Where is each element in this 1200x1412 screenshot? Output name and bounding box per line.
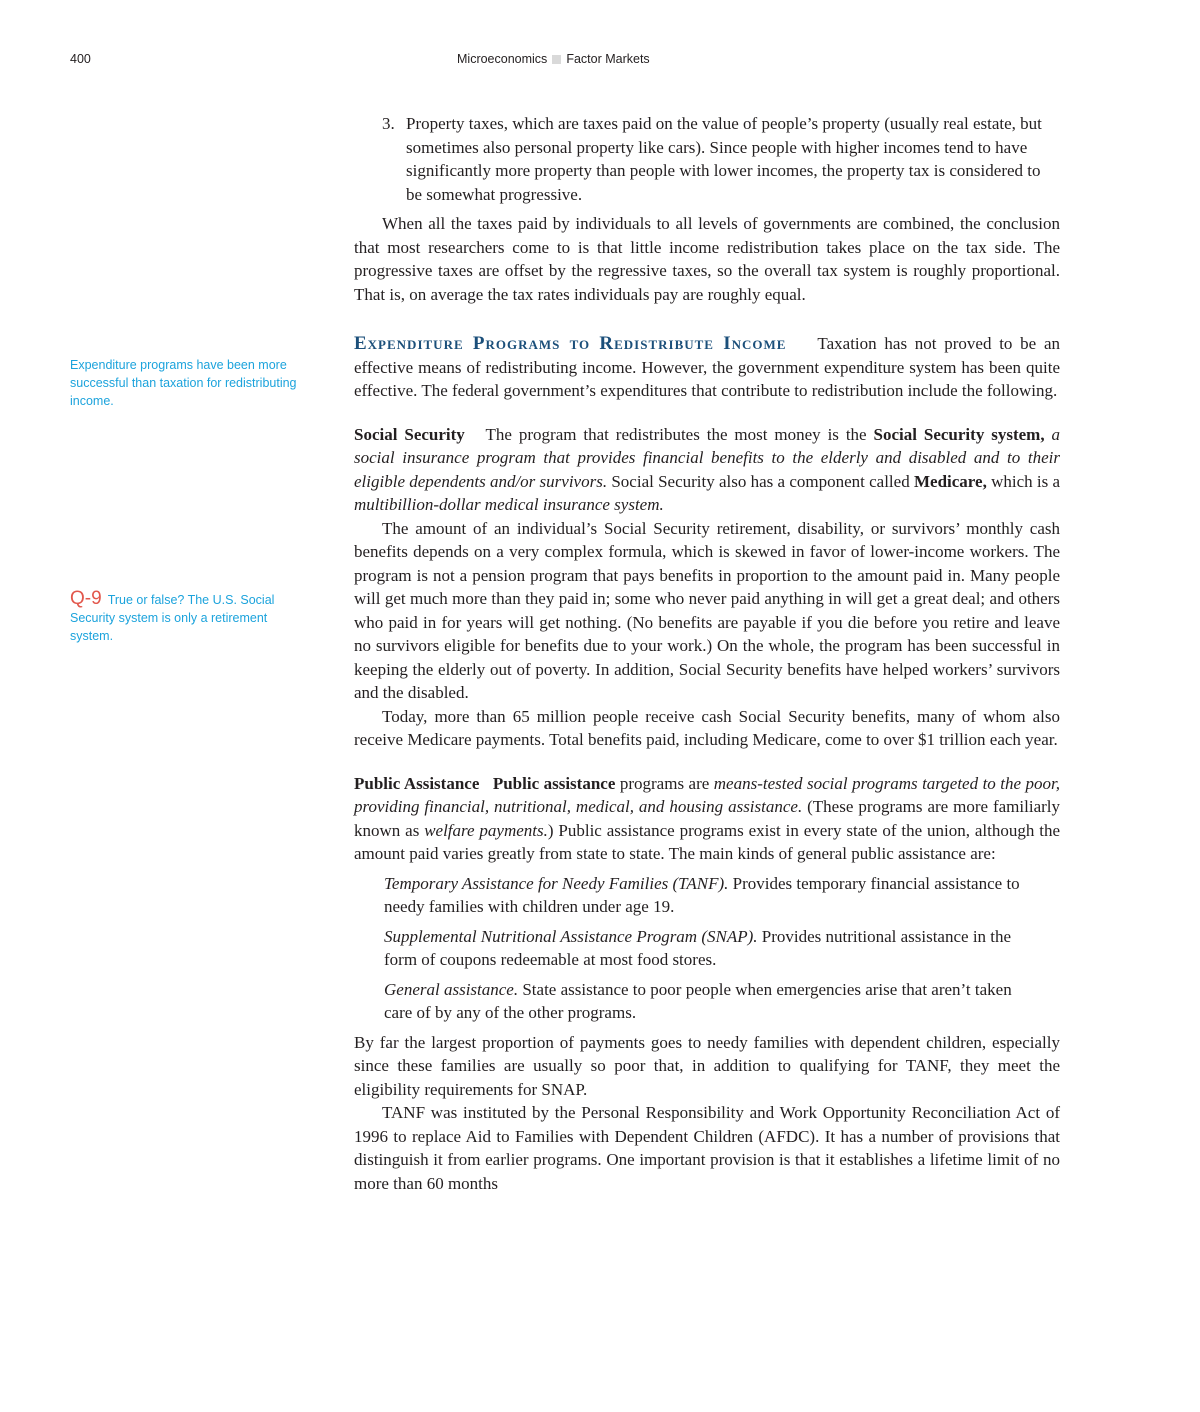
paragraph-social-security xyxy=(354,423,1060,517)
paragraph-largest-proportion: By far the largest proportion of payments goes to needy families with dependent children, especially since these families are usually so poor that, in addition to qualifying for TANF, they meet the eligibility requirements for SNAP. xyxy=(354,1032,1060,1099)
paragraph-tanf-history: TANF was instituted by the Personal Responsibility and Work Opportunity Reconciliation Act of 1996 to replace Aid to Families with Dependent Children (AFDC). It has a number of provisions that distinguish it from earlier programs. One important provision is that it establishes a lifetime limit of no more than 60 months xyxy=(354,1103,1060,1193)
paragraph-public-assistance xyxy=(354,772,1060,866)
main-column xyxy=(354,112,1060,1195)
key-term-public-assistance: Public assistance xyxy=(492,773,616,793)
list-item-tanf xyxy=(354,872,1044,919)
text-segment: ) Public assistance programs exist in every state of the union, although the amount paid varies greatly from state to state. The main kinds of general public assistance are: xyxy=(354,820,1060,863)
chapter-title: Factor Markets xyxy=(566,52,650,66)
key-term-medicare: Medicare, xyxy=(913,471,987,491)
item-text: Property taxes, which are taxes paid on the value of people’s property (usually real estate, but sometimes also personal property like cars). Since people with higher incomes tend to have significantly more property than people with lower incomes, the property tax is considered to be somewhat progressive. xyxy=(406,114,1042,204)
page-number: 400 xyxy=(70,52,91,66)
paragraph-taxes-combined: When all the taxes paid by individuals to all levels of governments are combined, the conclusion that most researchers come to is that little income redistribution takes place on the tax side. The progressive taxes are offset by the regressive taxes, so the overall tax system is roughly proportional. That is, on average the tax rates individuals pay are roughly equal. xyxy=(354,214,1060,304)
subheading-public-assistance: Public Assistance xyxy=(354,773,480,793)
list-item-title: Supplemental Nutritional Assistance Program (SNAP). xyxy=(384,926,758,946)
definition-medicare: multibillion-dollar medical insurance system. xyxy=(354,495,664,514)
section-expenditure-programs xyxy=(354,332,1060,403)
book-title: Microeconomics xyxy=(457,52,548,66)
list-item-title: Temporary Assistance for Needy Families (TANF). xyxy=(384,873,729,893)
list-item-title: General assistance. xyxy=(384,979,519,999)
definition-social-security: a social insurance program that provides financial benefits to the elderly and disabled and to their eligible dependents and/or survivors. xyxy=(354,424,1061,491)
running-header xyxy=(457,52,650,66)
header-separator xyxy=(552,55,561,64)
term-welfare-payments: welfare payments. xyxy=(424,820,548,840)
text-segment: programs are xyxy=(619,773,710,793)
list-item-text: Provides temporary financial assistance to needy families with children under age 19. xyxy=(384,873,1020,916)
list-item-general-assistance xyxy=(354,978,1044,1025)
margin-note-expenditure: Expenditure programs have been more successful than taxation for redistributing income. xyxy=(70,358,297,408)
list-item-snap xyxy=(354,925,1044,972)
question-label: Q-9 xyxy=(70,588,102,609)
text-segment: The program that redistributes the most money is the xyxy=(485,424,867,444)
definition-public-assistance: means-tested social programs targeted to the poor, providing financial, nutritional, medical, and housing assistance. xyxy=(354,773,1061,816)
item-number: 3. xyxy=(382,114,395,133)
text-segment: Social Security also has a component called xyxy=(611,471,910,491)
paragraph-benefit-formula: The amount of an individual’s Social Security retirement, disability, or survivors’ monthly cash benefits depends on a very complex formula, which is skewed in favor of lower-income workers. The program is not a pension program that pays benefits in proportion to the amount paid in. Many people will get much more than they paid in; some who never paid anything in will get a great deal; and others who paid in for years will get nothing. (No benefits are payable if you die before you retire and leave no survivors eligible for benefits due to your work.) On the whole, the program has been successful in keeping the elderly out of poverty. In addition, Social Security benefits have helped workers’ survivors and the disabled. xyxy=(354,518,1060,702)
margin-question-q9 xyxy=(70,590,310,645)
section-intro: Taxation has not proved to be an effective means of redistributing income. However, the government expenditure system has been quite effective. The federal government’s expenditures that contribute to redistribution include the following. xyxy=(354,334,1061,400)
text-segment: (These programs are more familiarly known as xyxy=(354,797,1060,840)
section-heading: Expenditure Programs to Redistribute Income xyxy=(354,333,787,354)
key-term-social-security: Social Security system, xyxy=(873,424,1045,444)
list-item-text: Provides nutritional assistance in the form of coupons redeemable at most food stores. xyxy=(384,926,1012,969)
subheading-social-security: Social Security xyxy=(354,424,465,444)
text-segment: which is a xyxy=(991,471,1061,491)
list-item-text: State assistance to poor people when emergencies arise that aren’t taken care of by any of the other programs. xyxy=(384,979,1012,1022)
paragraph-benefit-totals: Today, more than 65 million people receive cash Social Security benefits, many of whom also receive Medicare payments. Total benefits paid, including Medicare, come to over $1 trillion each year. xyxy=(354,706,1060,749)
question-text: True or false? The U.S. Social Security system is only a retirement system. xyxy=(70,593,275,643)
property-tax-item xyxy=(354,112,1050,206)
